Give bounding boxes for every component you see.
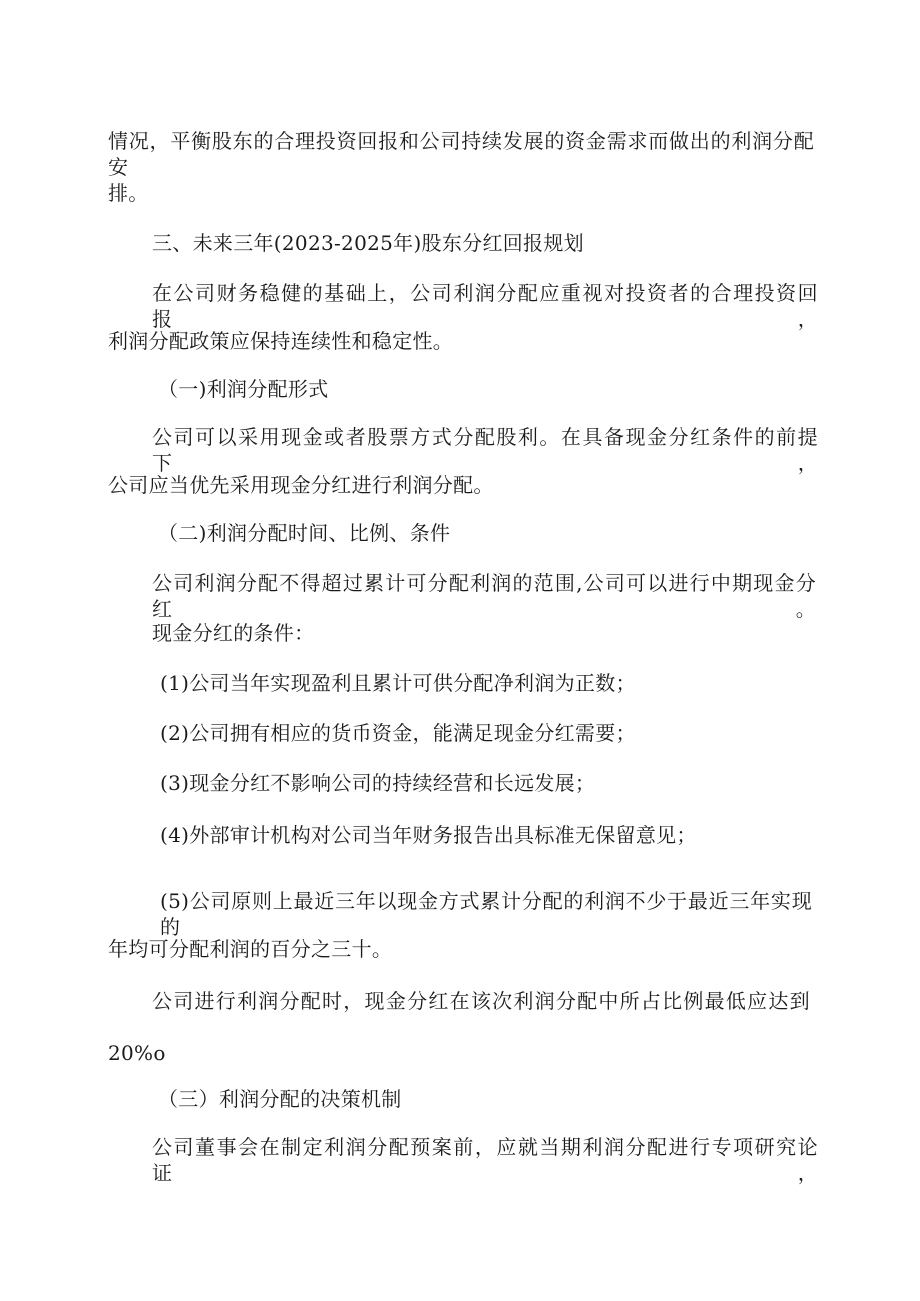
paragraph-line: 利润分配政策应保持连续性和稳定性。 bbox=[108, 329, 454, 353]
paragraph-line: 公司应当优先采用现金分红进行利润分配。 bbox=[108, 473, 494, 497]
paragraph-line: 公司可以采用现金或者股票方式分配股利。在具备现金分红条件的前提下， bbox=[152, 425, 818, 475]
paragraph-line: 20%o bbox=[108, 1041, 166, 1065]
list-item: (1)公司当年实现盈利且累计可供分配净利润为正数； bbox=[160, 671, 636, 695]
list-item: (3)现金分红不影响公司的持续经营和长远发展； bbox=[160, 771, 596, 795]
list-item: (4)外部审计机构对公司当年财务报告出具标准无保留意见； bbox=[160, 823, 697, 847]
paragraph-line: 公司董事会在制定利润分配预案前，应就当期利润分配进行专项研究论证， bbox=[152, 1135, 818, 1185]
list-item: (5)公司原则上最近三年以现金方式累计分配的利润不少于最近三年实现的 bbox=[160, 889, 812, 939]
section-heading: 三、未来三年(2023-2025年)股东分红回报规划 bbox=[152, 231, 584, 255]
paragraph-line: 年均可分配利润的百分之三十。 bbox=[108, 937, 393, 961]
paragraph-line: 情况，平衡股东的合理投资回报和公司持续发展的资金需求而做出的利润分配安 bbox=[108, 129, 814, 179]
paragraph-line: 公司进行利润分配时，现金分红在该次利润分配中所占比例最低应达到 bbox=[152, 989, 810, 1013]
paragraph-line: 在公司财务稳健的基础上，公司利润分配应重视对投资者的合理投资回报， bbox=[152, 281, 818, 331]
paragraph-line: 现金分红的条件： bbox=[152, 621, 315, 645]
subsection-heading: （一)利润分配形式 bbox=[158, 377, 329, 401]
paragraph-line: 排。 bbox=[108, 181, 149, 205]
subsection-heading: （三）利润分配的决策机制 bbox=[158, 1087, 402, 1111]
list-item: (2)公司拥有相应的货币资金，能满足现金分红需要； bbox=[160, 721, 636, 745]
subsection-heading: （二)利润分配时间、比例、条件 bbox=[158, 521, 451, 545]
paragraph-line: 公司利润分配不得超过累计可分配利润的范围,公司可以进行中期现金分红。 bbox=[152, 571, 816, 621]
